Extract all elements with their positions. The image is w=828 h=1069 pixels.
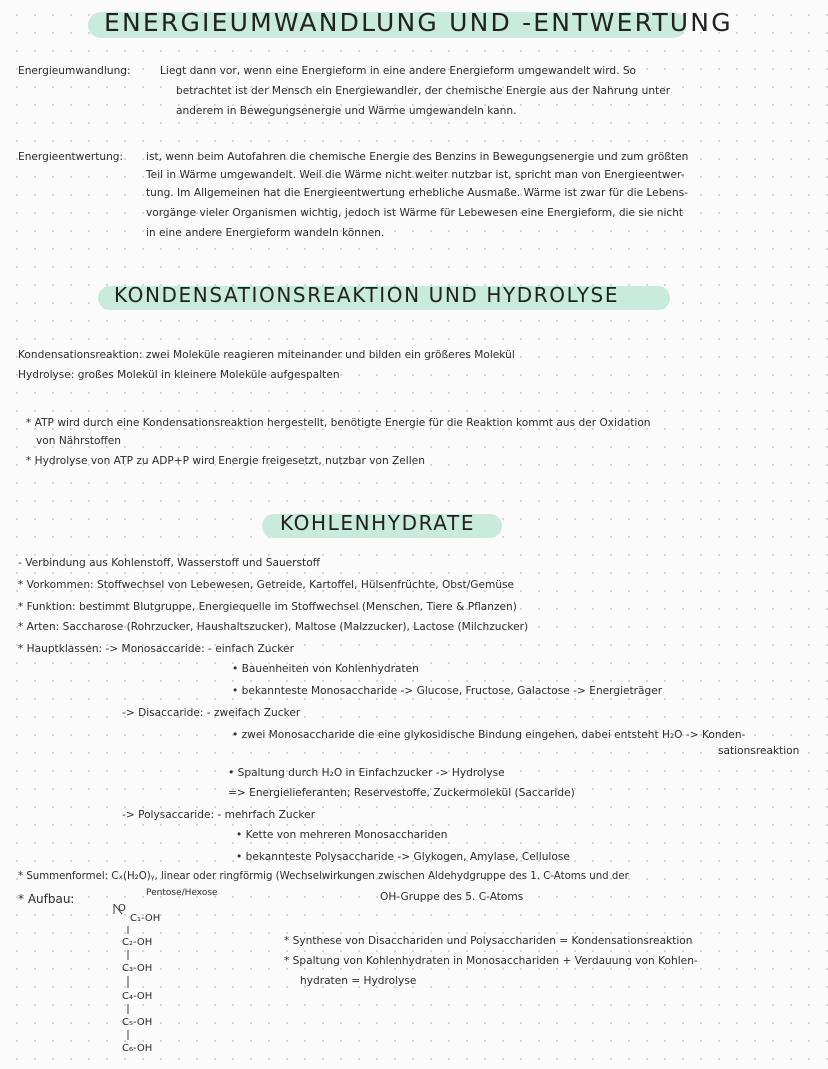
di-sub-1: • zwei Monosaccharide die eine glykosidische Bindung eingehen, dabei entsteht H₂O -> Konden- [232, 729, 746, 741]
poly-sub-2: • bekannteste Polysaccharide -> Glykogen, Amylase, Cellulose [236, 851, 570, 863]
note-spaltung-cont: hydraten = Hydrolyse [300, 975, 417, 987]
term-energieentwertung: Energieentwertung: [18, 151, 124, 163]
term-energieumwandlung: Energieumwandlung: [18, 65, 131, 77]
section-title-energieumwandlung: ENERGIEUMWANDLUNG UND -ENTWERTUNG [104, 8, 733, 37]
def-line: Teil in Wärme umgewandelt. Weil die Wärme nicht weiter nutzbar ist, spricht man von Energieentwer- [146, 169, 685, 181]
def-line: anderem in Bewegungsenergie und Wärme umgewandeln kann. [176, 105, 517, 117]
hydrolyse-definition: Hydrolyse: großes Molekül in kleinere Moleküle aufgespalten [18, 369, 340, 381]
line-summenformel-cont: OH-Gruppe des 5. C-Atoms [380, 891, 524, 903]
note-spaltung: * Spaltung von Kohlenhydraten in Monosacchariden + Verdauung von Kohlen- [284, 955, 698, 967]
line-verbindung: - Verbindung aus Kohlenstoff, Wasserstoff und Sauerstoff [18, 557, 320, 569]
bullet-atp: * ATP wird durch eine Kondensationsreaktion hergestellt, benötigte Energie für die Reaktion kommt aus der Oxidation [26, 417, 651, 429]
def-line: tung. Im Allgemeinen hat die Energieentwertung erhebliche Ausmaße. Wärme ist zwar für die Lebens- [146, 187, 688, 199]
structure-c1: C₁-OH [130, 913, 161, 924]
def-line: in eine andere Energieform wandeln können. [146, 227, 385, 239]
def-line: Liegt dann vor, wenn eine Energieform in eine andere Energieform umgewandelt wird. So [160, 65, 637, 77]
structure-c4: C₄-OH [122, 991, 153, 1002]
pentose-hexose-label: Pentose/Hexose [146, 888, 218, 898]
mono-sub-2: • bekannteste Monosaccharide -> Glucose, Fructose, Galactose -> Energieträger [232, 685, 663, 697]
structure-c5: C₅-OH [122, 1017, 153, 1028]
section-title-kohlenhydrate: KOHLENHYDRATE [280, 511, 476, 535]
line-funktion: * Funktion: bestimmt Blutgruppe, Energiequelle im Stoffwechsel (Menschen, Tiere & Pflanzen) [18, 601, 517, 613]
di-sub-2: • Spaltung durch H₂O in Einfachzucker -> Hydrolyse [228, 767, 505, 779]
bullet-atp-cont: von Nährstoffen [36, 435, 122, 447]
mono-sub-1: • Bauenheiten von Kohlenhydraten [232, 663, 419, 675]
def-line: betrachtet ist der Mensch ein Energiewandler, der chemische Energie aus der Nahrung unter [176, 85, 671, 97]
structure-c3: C₃-OH [122, 963, 153, 974]
line-summenformel: * Summenformel: Cₓ(H₂O)ᵧ, linear oder ringförmig (Wechselwirkungen zwischen Aldehydgruppe des 1. C-Atoms und der [18, 871, 629, 882]
note-synthese: * Synthese von Disacchariden und Polysacchariden = Kondensationsreaktion [284, 935, 693, 947]
line-vorkommen: * Vorkommen: Stoffwechsel von Lebewesen, Getreide, Kartoffel, Hülsenfrüchte, Obst/Gemüse [18, 579, 515, 591]
bullet-hydrolyse: * Hydrolyse von ATP zu ADP+P wird Energie freigesetzt, nutzbar von Zellen [26, 455, 425, 467]
line-aufbau: * Aufbau: [18, 892, 75, 906]
structure-c2: C₂-OH [122, 937, 153, 948]
line-disaccaride: -> Disaccaride: - zweifach Zucker [122, 707, 301, 719]
di-sub-1-cont: sationsreaktion [718, 745, 800, 757]
kondensation-definition: Kondensationsreaktion: zwei Moleküle reagieren miteinander und bilden ein größeres Molekül [18, 349, 515, 361]
section-title-kondensation: KONDENSATIONSREAKTION UND HYDROLYSE [114, 283, 620, 307]
structure-o: O [118, 903, 126, 914]
line-hauptklassen: * Hauptklassen: -> Monosaccaride: - einfach Zucker [18, 643, 294, 655]
line-arten: * Arten: Saccharose (Rohrzucker, Haushaltszucker), Maltose (Malzzucker), Lactose (Milchzucker) [18, 621, 529, 633]
poly-sub-1: • Kette von mehreren Monosacchariden [236, 829, 448, 841]
def-line: vorgänge vieler Organismen wichtig, jedoch ist Wärme für Lebewesen eine Energieform, die sie nicht [146, 207, 684, 219]
di-sub-3: => Energielieferanten; Reservestoffe, Zuckermolekül (Saccaride) [228, 787, 575, 799]
line-polysaccaride: -> Polysaccaride: - mehrfach Zucker [122, 809, 316, 821]
def-line: ist, wenn beim Autofahren die chemische Energie des Benzins in Bewegungsenergie und zum größten [146, 151, 689, 163]
structure-c6: C₆-OH [122, 1043, 153, 1054]
